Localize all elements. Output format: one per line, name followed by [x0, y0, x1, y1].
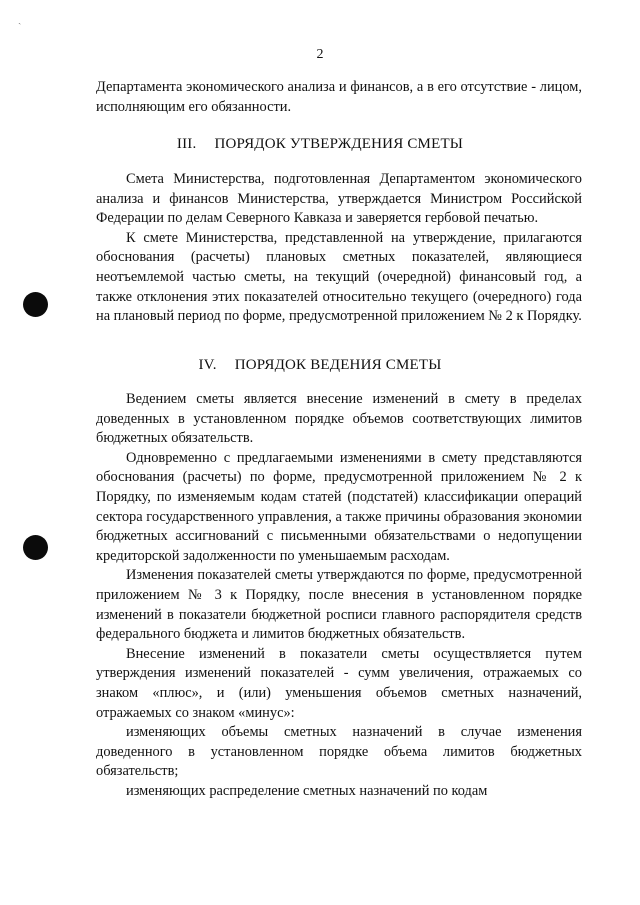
- punch-hole-lower: [23, 535, 48, 560]
- page-number: 2: [316, 47, 324, 62]
- corner-mark: ˎ: [18, 14, 22, 25]
- section-3-body: [96, 170, 582, 327]
- section-4-paragraph-4: Внесение изменений в показатели сметы осуществляется путем утверждения изменений показателей - сумм увеличения, отражаемых со знаком «плюс», и (или) уменьшения объемов сметных назначений, отражаемых со знаком «минус»:: [96, 645, 582, 721]
- punch-hole-upper: [23, 292, 48, 317]
- section-4-paragraph-3: Изменения показателей сметы утверждаются по форме, предусмотренной приложением № 3 к Порядку, после внесения в установленном порядке изменений в показатели бюджетной росписи главного распорядителя средств федерального бюджета и лимитов бюджетных обязательств.: [96, 567, 582, 643]
- section-4-paragraph-5: изменяющих объемы сметных назначений в случае изменения доведенного в установленном порядке объема лимитов бюджетных обязательств;: [96, 724, 582, 780]
- intro-paragraph: [96, 78, 582, 117]
- section-4-paragraph-1: Ведением сметы является внесение изменений в смету в пределах доведенных в установленном порядке объемов соответствующих лимитов бюджетных обязательств.: [96, 391, 582, 447]
- section-4-body: [96, 390, 582, 801]
- section-3-paragraph-2: К смете Министерства, представленной на утверждение, прилагаются обоснования (расчеты) плановых сметных показателей, являющиеся неотъемлемой частью сметы, на текущий (очередной) финансовый год, а также отклонения этих показателей относительно текущего (очередного) года на плановый период по форме, предусмотренной приложением № 2 к Порядку.: [96, 229, 582, 325]
- section-3-paragraph-1: Смета Министерства, подготовленная Департаментом экономического анализа и финансов Министерства, утверждается Министром Российской Федерации по делам Северного Кавказа и заверяется гербовой печатью.: [96, 171, 582, 227]
- section-4-paragraph-6: изменяющих распределение сметных назначений по кодам: [126, 782, 488, 799]
- section-4-title: ПОРЯДОК ВЕДЕНИЯ СМЕТЫ: [234, 357, 442, 373]
- intro-text: Департамента экономического анализа и финансов, а в его отсутствие - лицом, исполняющим его обязанности.: [96, 79, 582, 115]
- section-4-number: IV.: [198, 357, 217, 373]
- section-4-paragraph-2: Одновременно с предлагаемыми изменениями в смету представляются обоснования (расчеты) по форме, предусмотренной приложением № 2 к Порядку, по изменяемым кодам статей (подстатей) классификации операций сектора государственного управления, а также причины образования экономии бюджетных ассигнований с письменными обязательствами о недопущении кредиторской задолженности по уменьшаемым расходам.: [96, 449, 582, 564]
- section-4-heading: [0, 357, 640, 374]
- section-3-title: ПОРЯДОК УТВЕРЖДЕНИЯ СМЕТЫ: [214, 136, 464, 152]
- section-3-heading: [0, 136, 640, 153]
- section-3-number: III.: [176, 136, 197, 152]
